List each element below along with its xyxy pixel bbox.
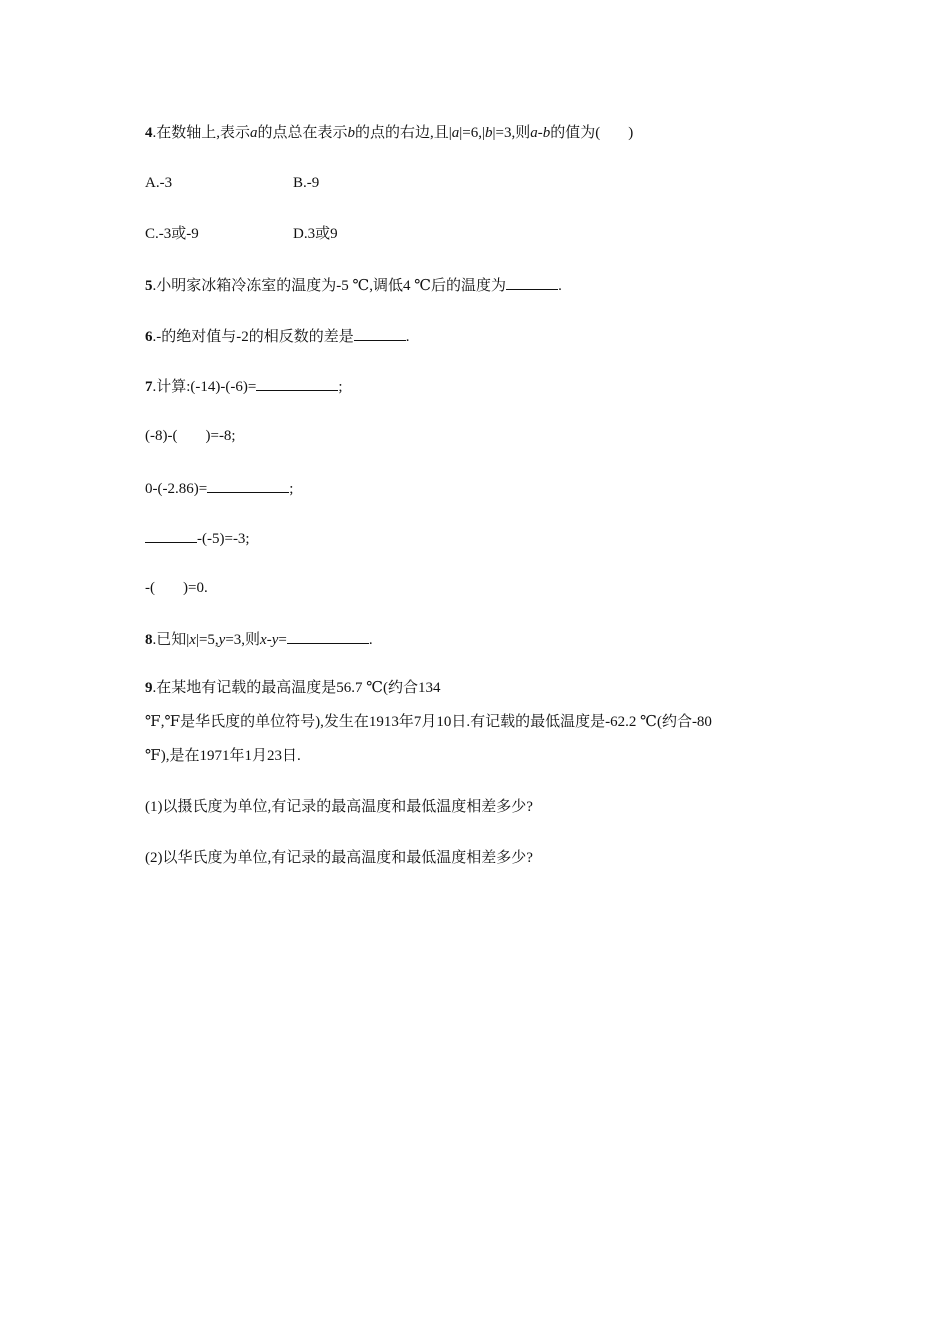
answer-blank — [287, 628, 369, 644]
option-b: B.-9 — [293, 175, 320, 191]
answer-blank — [506, 274, 558, 290]
q7-line-2: (-8)-( )=-8; — [145, 428, 236, 444]
q9-line-3: ℉),是在1971年1月23日. — [145, 748, 301, 764]
answer-blank — [256, 375, 338, 391]
q7-line-5: -( )=0. — [145, 580, 208, 596]
option-a: A.-3 — [145, 175, 173, 191]
question-8: 8.已知|x|=5,y=3,则x-y= . — [145, 628, 373, 650]
option-c: C.-3或-9 — [145, 226, 199, 242]
question-number: 4 — [145, 125, 153, 141]
answer-blank — [354, 325, 406, 341]
q7-line-3: 0-(-2.86)= ; — [145, 477, 293, 499]
question-number: 9 — [145, 680, 153, 696]
question-5: 5.小明家冰箱冷冻室的温度为-5 ℃,调低4 ℃后的温度为 . — [145, 274, 562, 296]
q9-line-2: ℉,℉是华氏度的单位符号),发生在1913年7月10日.有记载的最低温度是-62.2 ℃(约合-80 — [145, 714, 712, 730]
q7-line-4: -(-5)=-3; — [145, 527, 250, 549]
question-7: 7.计算:(-14)-(-6)= ; — [145, 375, 343, 397]
question-6: 6.-的绝对值与-2的相反数的差是 . — [145, 325, 410, 347]
question-number: 5 — [145, 278, 153, 294]
question-9: 9.在某地有记载的最高温度是56.7 ℃(约合134 — [145, 680, 441, 696]
answer-blank — [145, 527, 197, 543]
option-d: D.3或9 — [293, 226, 338, 242]
question-number: 8 — [145, 632, 153, 648]
question-number: 6 — [145, 329, 153, 345]
question-number: 7 — [145, 379, 153, 395]
question-4: 4.在数轴上,表示a的点总在表示b的点的右边,且|a|=6,|b|=3,则a-b的值为( ) — [145, 125, 634, 141]
answer-blank — [207, 477, 289, 493]
q9-subquestion-1: (1)以摄氏度为单位,有记录的最高温度和最低温度相差多少? — [145, 799, 533, 815]
q9-subquestion-2: (2)以华氏度为单位,有记录的最高温度和最低温度相差多少? — [145, 850, 533, 866]
